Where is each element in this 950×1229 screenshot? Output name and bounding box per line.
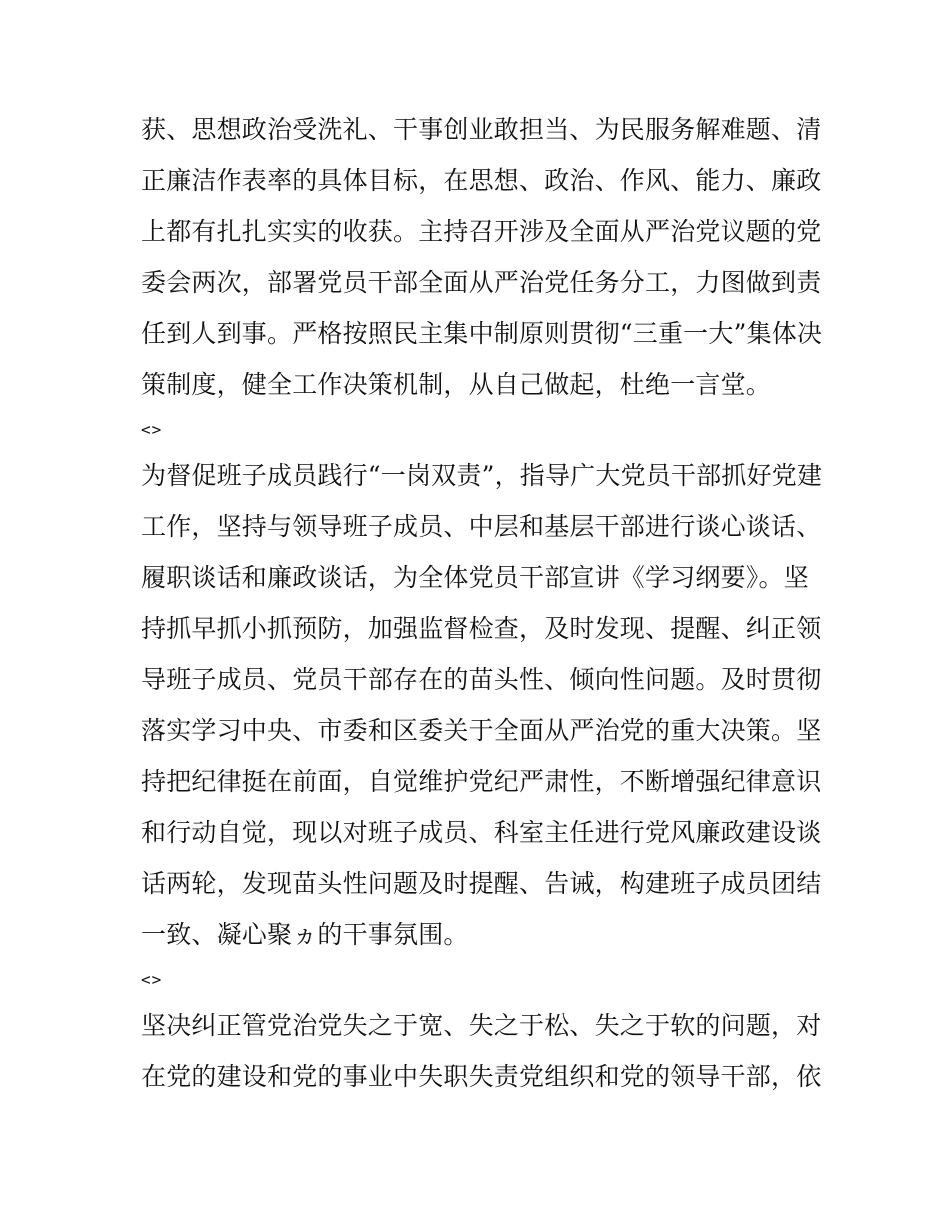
text-line: 持抓早抓小抓预防，加强监督检查，及时发现、提醒、纠正领	[141, 614, 822, 643]
text-line: 策制度，健全工作决策机制，从自己做起，杜绝一言堂。	[141, 370, 772, 399]
text-line: 履职谈话和廉政谈话，为全体党员干部宣讲《学习纲要》。坚	[141, 563, 809, 592]
section-marker: <>	[141, 970, 163, 989]
text-line: 一致、凝心聚ヵ的干事氛围。	[141, 920, 469, 949]
text-line: 正廉洁作表率的具体目标，在思想、政治、作风、能力、廉政	[141, 166, 822, 195]
text-line: 导班子成员、党员干部存在的苗头性、倾向性问题。及时贯彻	[141, 665, 822, 694]
text-line: 和行动自觉，现以对班子成员、科室主任进行党风廉政建设谈	[141, 818, 822, 847]
text-line: 在党的建设和党的事业中失职失责党组织和党的领导干部，依	[141, 1062, 822, 1091]
paragraph-1	[141, 104, 823, 410]
text-line: 上都有扎扎实实的收获。主持召开涉及全面从严治党议题的党	[141, 217, 822, 246]
text-line: 工作，坚持与领导班子成员、中层和基层干部进行谈心谈话、	[141, 512, 822, 541]
paragraph-3	[141, 1000, 822, 1102]
text-line: 任到人到事。严格按照民主集中制原则贯彻“三重一大”集体决	[141, 319, 823, 348]
document-body	[141, 104, 823, 1102]
section-marker: <>	[141, 420, 163, 439]
text-line: 委会两次，部署党员干部全面从严治党任务分工，力图做到责	[141, 268, 822, 297]
text-line: 坚决纠正管党治党失之于宽、失之于松、失之于软的问题，对	[141, 1011, 822, 1040]
text-line: 落实学习中央、市委和区委关于全面从严治党的重大决策。坚	[141, 716, 822, 745]
text-line: 持把纪律挺在前面，自觉维护党纪严肃性，不断增强纪律意识	[141, 767, 822, 796]
text-line: 获、思想政治受洗礼、干事创业敢担当、为民服务解难题、清	[141, 115, 822, 144]
text-line: 话两轮，发现苗头性问题及时提醒、告诫，构建班子成员团结	[141, 869, 822, 898]
paragraph-2	[141, 450, 823, 960]
text-line: 为督促班子成员践行“一岗双责”，指导广大党员干部抓好党建	[141, 461, 823, 490]
